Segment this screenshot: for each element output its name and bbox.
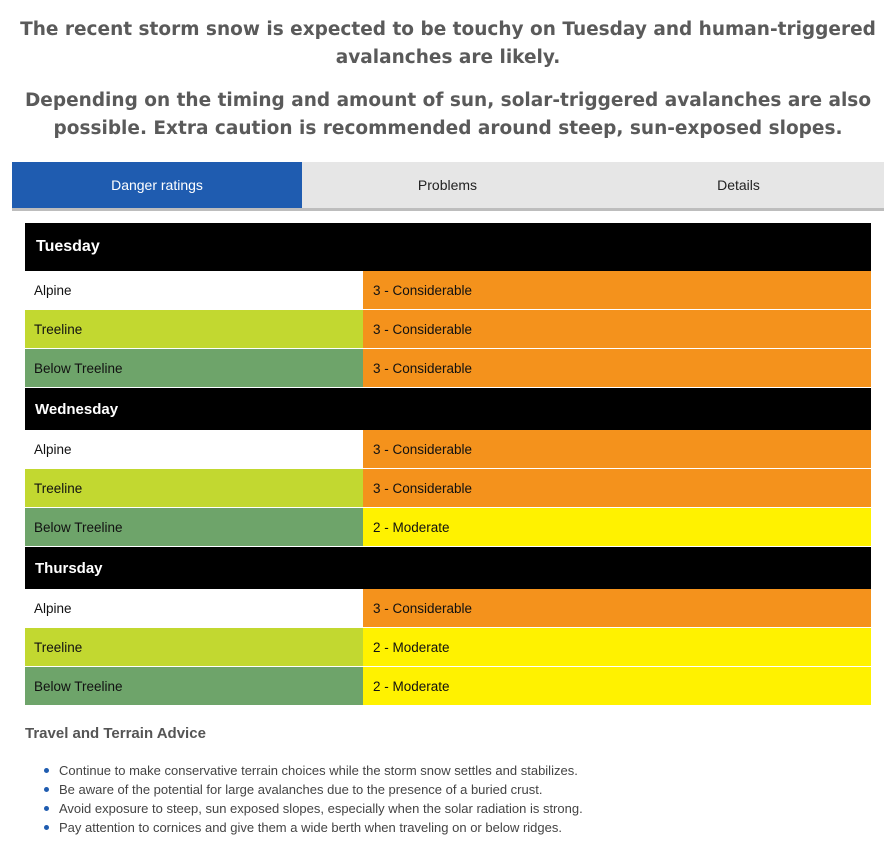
advice-title: Travel and Terrain Advice: [25, 725, 206, 742]
rating-row: [25, 589, 871, 628]
elevation-label: Alpine: [25, 271, 363, 309]
elevation-label: Below Treeline: [25, 508, 363, 546]
summary-headline-1: The recent storm snow is expected to be touchy on Tuesday and human-triggered avalanches are likely.: [20, 19, 876, 68]
danger-rating: 3 - Considerable: [363, 469, 871, 507]
advice-text: Continue to make conservative terrain choices while the storm snow settles and stabilizes.: [59, 763, 578, 778]
danger-rating: 2 - Moderate: [363, 628, 871, 666]
elevation-label: Treeline: [25, 310, 363, 348]
rating-row: [25, 349, 871, 388]
advice-item: [42, 818, 583, 837]
danger-rating: 3 - Considerable: [363, 271, 871, 309]
tab-danger-ratings[interactable]: Danger ratings: [12, 162, 302, 208]
forecast-tabs: [12, 162, 884, 211]
bullet-icon: [44, 768, 49, 773]
advice-text: Avoid exposure to steep, sun exposed slopes, especially when the solar radiation is strong.: [59, 801, 583, 816]
bullet-icon: [44, 806, 49, 811]
danger-rating: 3 - Considerable: [363, 349, 871, 387]
day-header: Thursday: [25, 547, 871, 589]
advice-text: Be aware of the potential for large avalanches due to the presence of a buried crust.: [59, 782, 543, 797]
elevation-label: Treeline: [25, 469, 363, 507]
tab-details[interactable]: Details: [717, 177, 760, 193]
rating-row: [25, 271, 871, 310]
rating-row: [25, 310, 871, 349]
advice-item: [42, 780, 583, 799]
elevation-label: Below Treeline: [25, 667, 363, 705]
elevation-label: Alpine: [25, 430, 363, 468]
day-header: Wednesday: [25, 388, 871, 430]
danger-rating: 3 - Considerable: [363, 589, 871, 627]
advice-list: [42, 761, 583, 837]
rating-row: [25, 430, 871, 469]
rating-row: [25, 667, 871, 706]
rating-row: [25, 508, 871, 547]
elevation-label: Alpine: [25, 589, 363, 627]
rating-row: [25, 628, 871, 667]
bullet-icon: [44, 787, 49, 792]
rating-row: [25, 469, 871, 508]
danger-rating: 3 - Considerable: [363, 310, 871, 348]
elevation-label: Treeline: [25, 628, 363, 666]
danger-rating: 3 - Considerable: [363, 430, 871, 468]
danger-rating: 2 - Moderate: [363, 667, 871, 705]
summary-headline-2: Depending on the timing and amount of sun, solar-triggered avalanches are also possible. Extra caution is recommended around steep, sun-exposed slopes.: [24, 90, 872, 139]
elevation-label: Below Treeline: [25, 349, 363, 387]
advice-item: [42, 761, 583, 780]
bullet-icon: [44, 825, 49, 830]
tab-problems[interactable]: Problems: [417, 177, 478, 193]
day-header: Tuesday: [25, 223, 871, 271]
advice-item: [42, 799, 583, 818]
advice-text: Pay attention to cornices and give them a wide berth when traveling on or below ridges.: [59, 820, 562, 835]
danger-rating: 2 - Moderate: [363, 508, 871, 546]
danger-ratings-table: [25, 223, 871, 706]
